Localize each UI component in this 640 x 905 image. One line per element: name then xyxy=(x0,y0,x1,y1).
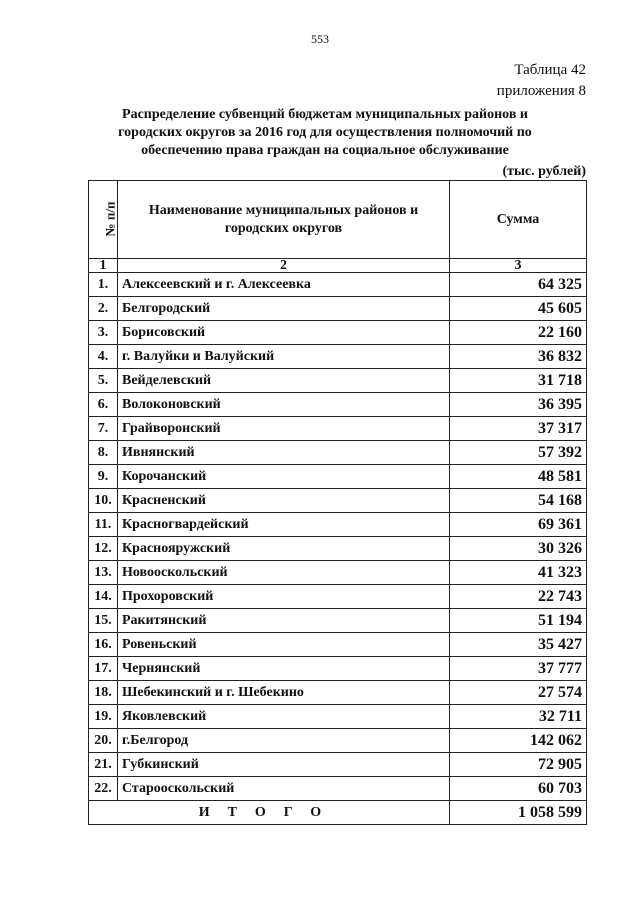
row-name: Борисовский xyxy=(118,321,450,345)
total-label: ИТОГО xyxy=(89,801,450,825)
row-number: 11. xyxy=(89,513,118,537)
row-number: 19. xyxy=(89,705,118,729)
row-name: Грайворонский xyxy=(118,417,450,441)
row-name: Старооскольский xyxy=(118,777,450,801)
column-number-row xyxy=(89,259,587,273)
row-sum: 32 711 xyxy=(450,705,587,729)
table-row xyxy=(89,369,587,393)
row-sum: 37 777 xyxy=(450,657,587,681)
row-name: Краснояружский xyxy=(118,537,450,561)
row-name: Губкинский xyxy=(118,753,450,777)
total-sum: 1 058 599 xyxy=(450,801,587,825)
row-number: 5. xyxy=(89,369,118,393)
table-row xyxy=(89,705,587,729)
row-number: 16. xyxy=(89,633,118,657)
row-sum: 69 361 xyxy=(450,513,587,537)
header-sum: Сумма xyxy=(450,181,587,259)
row-number: 4. xyxy=(89,345,118,369)
row-name: Прохоровский xyxy=(118,585,450,609)
table-row xyxy=(89,609,587,633)
row-name: Шебекинский и г. Шебекино xyxy=(118,681,450,705)
row-number: 14. xyxy=(89,585,118,609)
table-reference xyxy=(497,60,586,102)
table-row xyxy=(89,513,587,537)
table-row xyxy=(89,777,587,801)
row-name: Новооскольский xyxy=(118,561,450,585)
table-row xyxy=(89,681,587,705)
table-row xyxy=(89,273,587,297)
row-number: 3. xyxy=(89,321,118,345)
row-number: 1. xyxy=(89,273,118,297)
row-number: 7. xyxy=(89,417,118,441)
total-row xyxy=(89,801,587,825)
row-sum: 35 427 xyxy=(450,633,587,657)
row-sum: 27 574 xyxy=(450,681,587,705)
row-sum: 22 160 xyxy=(450,321,587,345)
table-row xyxy=(89,393,587,417)
row-number: 9. xyxy=(89,465,118,489)
row-name: г. Валуйки и Валуйский xyxy=(118,345,450,369)
row-number: 22. xyxy=(89,777,118,801)
row-number: 18. xyxy=(89,681,118,705)
row-sum: 30 326 xyxy=(450,537,587,561)
table-row xyxy=(89,585,587,609)
appendix-label: приложения 8 xyxy=(496,83,586,99)
row-sum: 31 718 xyxy=(450,369,587,393)
table-row xyxy=(89,441,587,465)
row-number: 12. xyxy=(89,537,118,561)
row-sum: 54 168 xyxy=(450,489,587,513)
subsidy-table xyxy=(88,180,587,825)
table-row xyxy=(89,489,587,513)
row-number: 17. xyxy=(89,657,118,681)
row-name: Ивнянский xyxy=(118,441,450,465)
row-sum: 72 905 xyxy=(450,753,587,777)
row-number: 2. xyxy=(89,297,118,321)
table-row xyxy=(89,729,587,753)
table-body xyxy=(89,273,587,801)
row-name: Волоконовский xyxy=(118,393,450,417)
row-sum: 57 392 xyxy=(450,441,587,465)
table-row xyxy=(89,345,587,369)
row-name: Красногвардейский xyxy=(118,513,450,537)
row-sum: 36 395 xyxy=(450,393,587,417)
page-number: 553 xyxy=(311,32,329,46)
row-name: Корочанский xyxy=(118,465,450,489)
table-row xyxy=(89,561,587,585)
row-name: Красненский xyxy=(118,489,450,513)
row-sum: 51 194 xyxy=(450,609,587,633)
row-name: Алексеевский и г. Алексеевка xyxy=(118,273,450,297)
header-name: Наименование муниципальных районов и городских округов xyxy=(118,181,450,259)
row-sum: 22 743 xyxy=(450,585,587,609)
column-number: 3 xyxy=(450,259,587,273)
row-sum: 37 317 xyxy=(450,417,587,441)
row-number: 21. xyxy=(89,753,118,777)
table-row xyxy=(89,633,587,657)
row-sum: 36 832 xyxy=(450,345,587,369)
table-label: Таблица 42 xyxy=(514,62,586,78)
table-row xyxy=(89,465,587,489)
row-name: Ракитянский xyxy=(118,609,450,633)
row-number: 8. xyxy=(89,441,118,465)
table-row xyxy=(89,321,587,345)
row-name: Ровеньский xyxy=(118,633,450,657)
row-name: Белгородский xyxy=(118,297,450,321)
row-number: 13. xyxy=(89,561,118,585)
row-name: Вейделевский xyxy=(118,369,450,393)
document-title: Распределение субвенций бюджетам муниципальных районов и городских округов за 2016 год для осуществления полномочий по обеспечению права граждан на социальное обслуживание xyxy=(118,107,532,158)
header-number: № п/п xyxy=(89,181,118,259)
row-number: 15. xyxy=(89,609,118,633)
table-row xyxy=(89,537,587,561)
row-name: Чернянский xyxy=(118,657,450,681)
row-name: г.Белгород xyxy=(118,729,450,753)
table-row xyxy=(89,753,587,777)
column-number: 2 xyxy=(118,259,450,273)
row-sum: 142 062 xyxy=(450,729,587,753)
row-sum: 48 581 xyxy=(450,465,587,489)
row-sum: 60 703 xyxy=(450,777,587,801)
row-sum: 41 323 xyxy=(450,561,587,585)
row-name: Яковлевский xyxy=(118,705,450,729)
row-number: 10. xyxy=(89,489,118,513)
column-number: 1 xyxy=(89,259,118,273)
row-sum: 64 325 xyxy=(450,273,587,297)
row-sum: 45 605 xyxy=(450,297,587,321)
header-row xyxy=(89,181,587,259)
unit-label: (тыс. рублей) xyxy=(502,164,586,179)
table-row xyxy=(89,657,587,681)
row-number: 20. xyxy=(89,729,118,753)
table-row xyxy=(89,417,587,441)
table-row xyxy=(89,297,587,321)
row-number: 6. xyxy=(89,393,118,417)
